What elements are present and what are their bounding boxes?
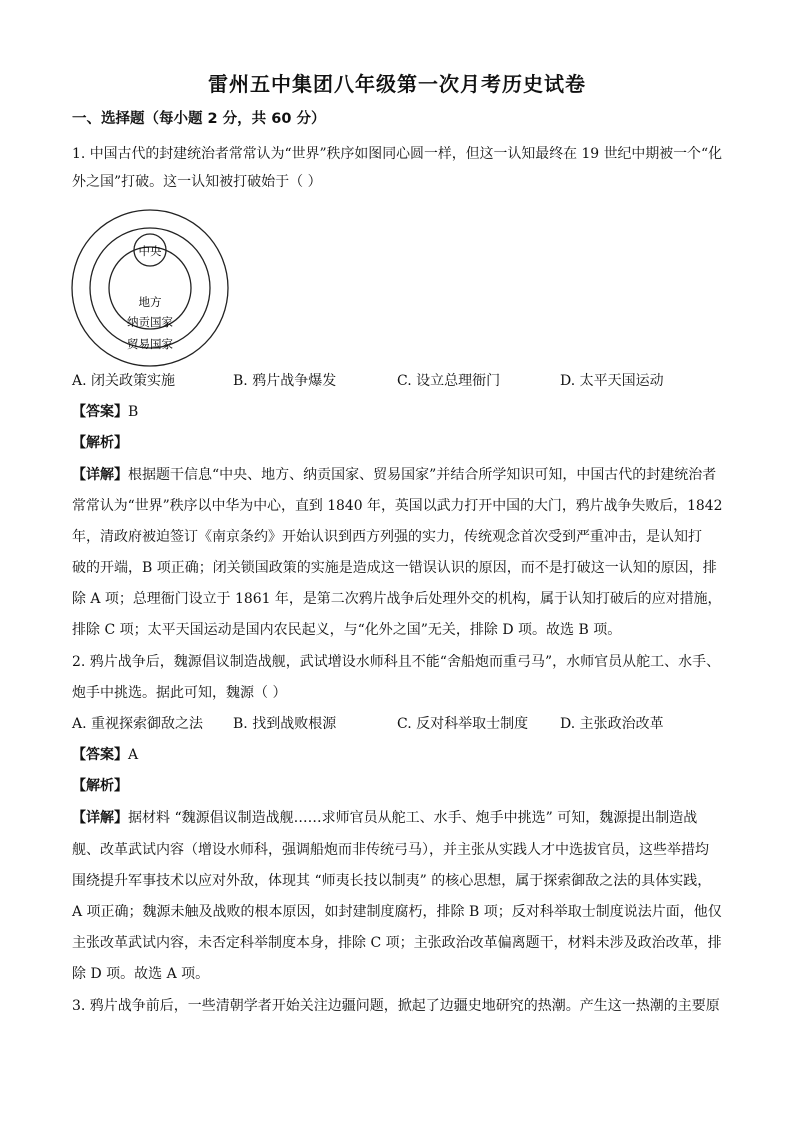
q2-stem-line-1: 2. 鸦片战争后，魏源倡议制造战舰，武试增设水师科且不能“舍船炮而重弓马”，水师官员从舵工、水手、 — [72, 654, 721, 670]
q1-detail-line-4: 破的开端，B 项正确；闭关锁国政策的实施是造成这一错误认识的原因，而不是打破这一认知的原因，排 — [72, 560, 717, 576]
detail-text: 根据题干信息“中央、地方、纳贡国家、贸易国家”并结合所学知识可知，中国古代的封建统治者 — [128, 467, 717, 483]
page-title: 雷州五中集团八年级第一次月考历史试卷 — [208, 72, 586, 96]
q1-option-b[interactable]: B. 鸦片战争爆发 — [233, 373, 337, 389]
q1-detail-line-6: 排除 C 项；太平天国运动是国内农民起义，与“化外之国”无关，排除 D 项。故选 B 项。 — [72, 622, 622, 638]
section-heading: 一、选择题（每小题 2 分，共 60 分） — [72, 111, 326, 127]
q1-detail-line-1 — [72, 464, 716, 484]
q2-option-b[interactable]: B. 找到战败根源 — [233, 716, 337, 732]
q3-stem-line-1: 3. 鸦片战争前后，一些清朝学者开始关注边疆问题，掀起了边疆史地研究的热潮。产生这一热潮的主要原 — [72, 998, 720, 1014]
q1-option-d[interactable]: D. 太平天国运动 — [560, 373, 664, 389]
label-center: 中央 — [138, 244, 162, 258]
label-local: 地方 — [138, 295, 162, 309]
q1-detail-line-3: 年，清政府被迫签订《南京条约》开始认识到西方列强的实力，传统观念首次受到严重冲击，是认知打 — [72, 529, 702, 545]
answer-value: B — [128, 404, 139, 420]
q1-detail-line-2: 常常认为“世界”秩序以中华为中心，直到 1840 年，英国以武力打开中国的大门，鸦片战争失败后，1842 — [72, 498, 723, 514]
q2-option-a[interactable]: A. 重视探索御敌之法 — [72, 716, 204, 732]
answer-value: A — [128, 747, 139, 763]
q2-detail-line-5: 主张改革武试内容，未否定科举制度本身，排除 C 项；主张政治改革偏离题干，材料未涉及政治改革，排 — [72, 935, 722, 951]
detail-tag: 【详解】 — [72, 467, 128, 483]
label-trade: 贸易国家 — [127, 337, 173, 351]
label-tributary: 纳贡国家 — [127, 315, 173, 329]
detail-tag: 【详解】 — [72, 810, 128, 826]
answer-tag: 【答案】 — [72, 747, 128, 763]
q2-stem-line-2: 炮手中挑选。据此可知，魏源（ ） — [72, 685, 287, 701]
detail-text: 据材料 “魏源倡议制造战舰……求师官员从舵工、水手、炮手中挑选” 可知，魏源提出制造战 — [128, 810, 698, 826]
q2-answer — [72, 744, 138, 764]
q2-detail-line-3: 围绕提升军事技术以应对外敌，体现其 “师夷长技以制夷” 的核心思想，属于探索御敌之法的具体实践， — [72, 873, 712, 889]
q1-analysis-tag: 【解析】 — [72, 435, 128, 451]
q2-detail-line-4: A 项正确；魏源未触及战败的根本原因，如封建制度腐朽，排除 B 项；反对科举取士制度说法片面，他仅 — [72, 904, 722, 920]
q2-option-d[interactable]: D. 主张政治改革 — [560, 716, 664, 732]
concentric-circles-diagram — [70, 208, 230, 368]
q1-stem-line-1: 1. 中国古代的封建统治者常常认为“世界”秩序如图同心圆一样，但这一认知最终在 19 世纪中期被一个“化 — [72, 146, 723, 162]
q1-answer — [72, 401, 138, 421]
q2-detail-line-2: 舰、改革武试内容（增设水师科，强调船炮而非传统弓马），并主张从实践人才中选拔官员，这些举措均 — [72, 842, 709, 858]
q1-detail-line-5: 除 A 项；总理衙门设立于 1861 年，是第二次鸦片战争后处理外交的机构，属于认知打破后的应对措施， — [72, 591, 722, 607]
q2-detail-line-1 — [72, 807, 697, 827]
q1-option-c[interactable]: C. 设立总理衙门 — [397, 373, 501, 389]
q2-option-c[interactable]: C. 反对科举取士制度 — [397, 716, 529, 732]
q1-option-a[interactable]: A. 闭关政策实施 — [72, 373, 176, 389]
q2-detail-line-6: 除 D 项。故选 A 项。 — [72, 966, 210, 982]
q1-stem-line-2: 外之国”打破。这一认知被打破始于（ ） — [72, 174, 322, 190]
q2-analysis-tag: 【解析】 — [72, 778, 128, 794]
answer-tag: 【答案】 — [72, 404, 128, 420]
